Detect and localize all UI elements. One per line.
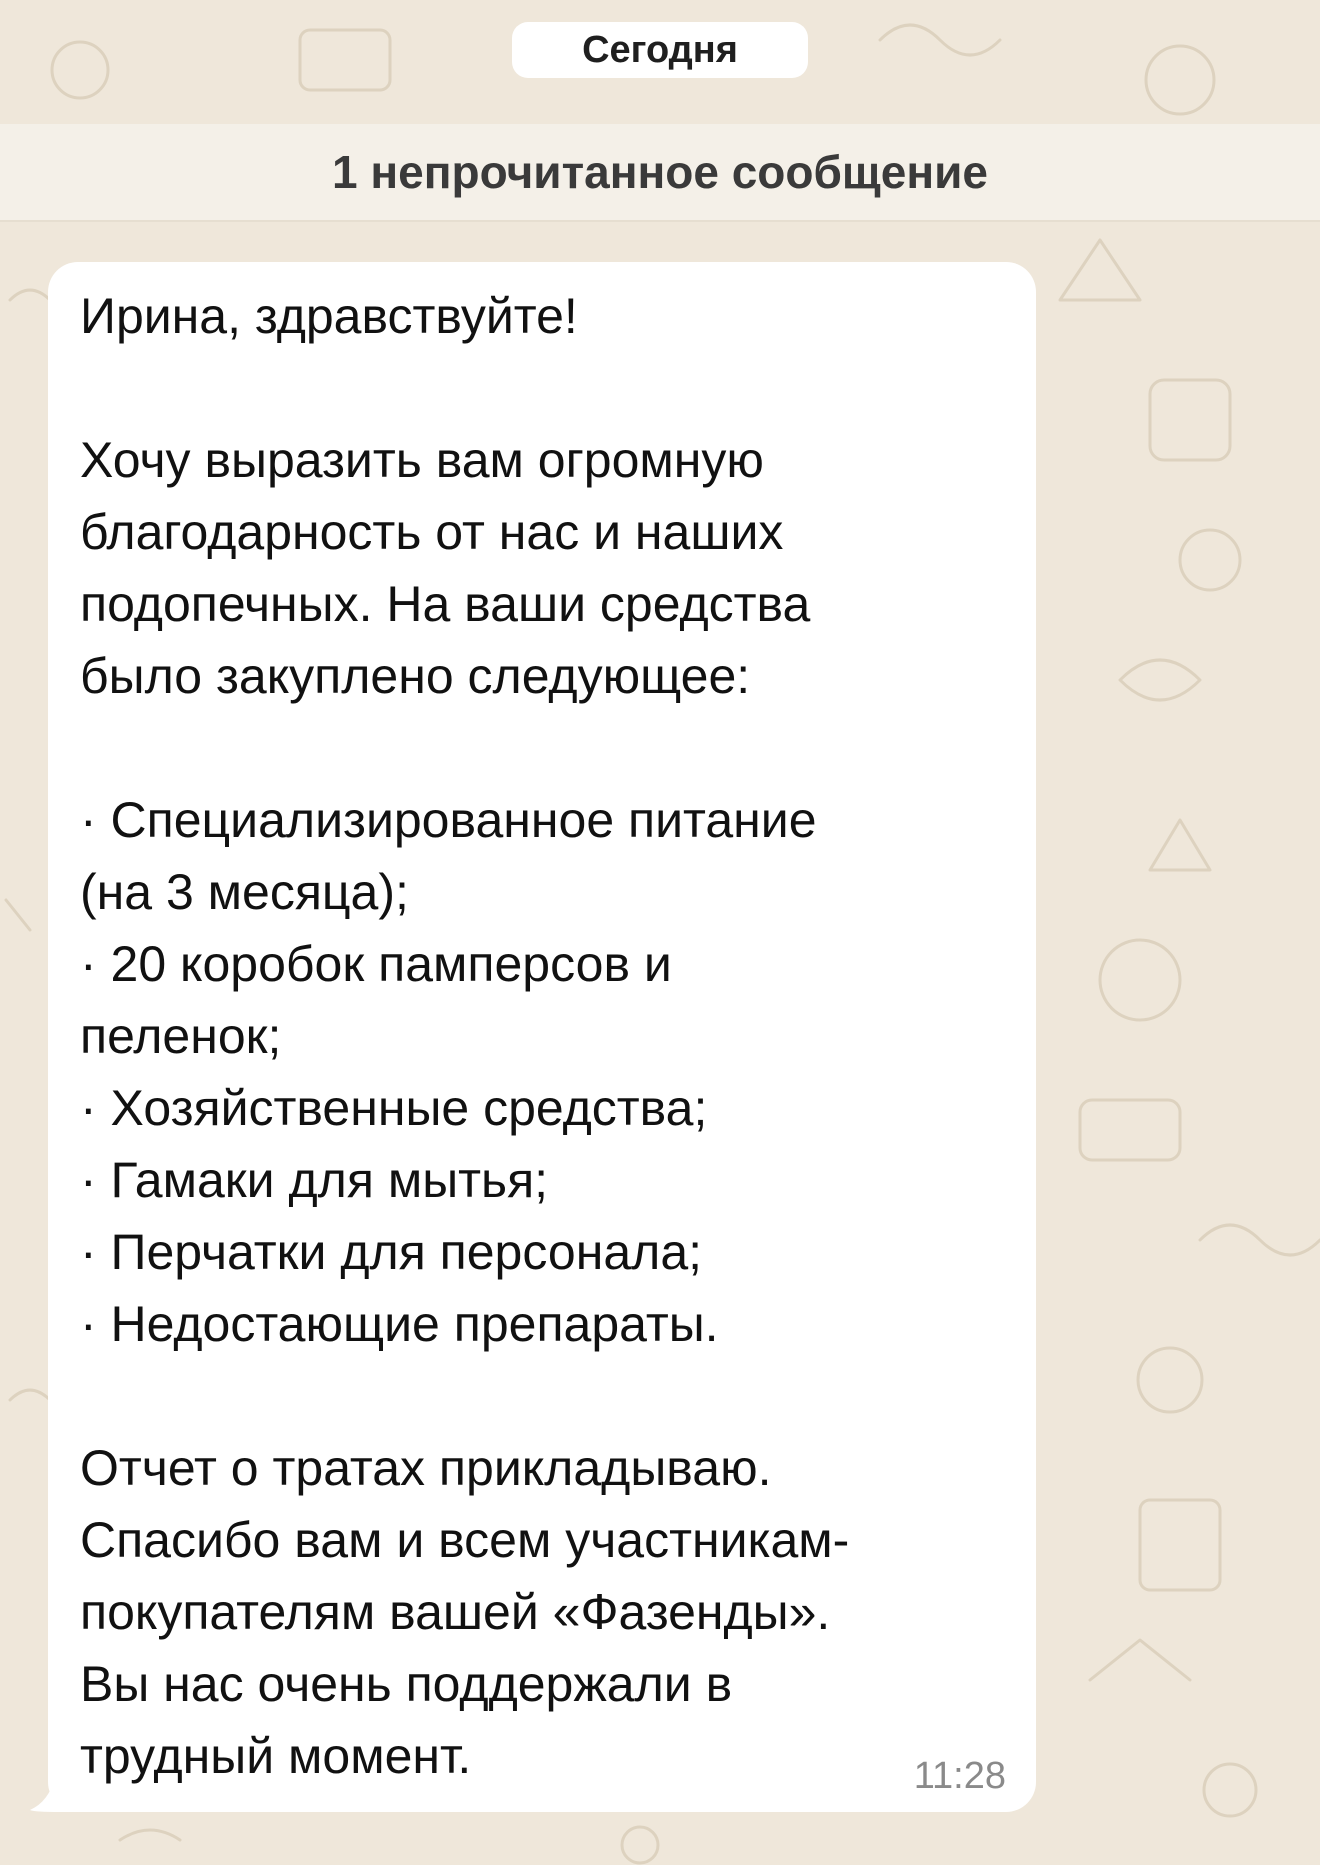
message-line: трудный момент.: [80, 1728, 472, 1784]
message-line: Вы нас очень поддержали в: [80, 1656, 733, 1712]
message-line: Отчет о тратах прикладываю.: [80, 1440, 772, 1496]
message-blank-line: [80, 352, 1000, 424]
message-line: · Специализированное питание: [80, 792, 817, 848]
incoming-message-bubble[interactable]: [48, 262, 1036, 1812]
message-line: · 20 коробок памперсов и: [80, 936, 672, 992]
message-line: · Перчатки для персонала;: [80, 1224, 703, 1280]
date-separator: Сегодня: [512, 22, 808, 78]
message-text: [80, 280, 1000, 1792]
message-line: пеленок;: [80, 1008, 282, 1064]
message-line: · Недостающие препараты.: [80, 1296, 719, 1352]
message-time: 11:28: [913, 1755, 1006, 1797]
message-line: · Хозяйственные средства;: [80, 1080, 708, 1136]
message-line: Ирина, здравствуйте!: [80, 288, 578, 344]
message-line: благодарность от нас и наших: [80, 504, 784, 560]
message-line: подопечных. На ваши средства: [80, 576, 811, 632]
message-line: Спасибо вам и всем участникам-: [80, 1512, 850, 1568]
message-line: · Гамаки для мытья;: [80, 1152, 549, 1208]
message-line: покупателям вашей «Фазенды».: [80, 1584, 831, 1640]
unread-messages-banner: 1 непрочитанное сообщение: [0, 124, 1320, 222]
message-line: Хочу выразить вам огромную: [80, 432, 764, 488]
message-blank-line: [80, 712, 1000, 784]
message-line: было закуплено следующее:: [80, 648, 751, 704]
message-blank-line: [80, 1360, 1000, 1432]
message-line: (на 3 месяца);: [80, 864, 409, 920]
